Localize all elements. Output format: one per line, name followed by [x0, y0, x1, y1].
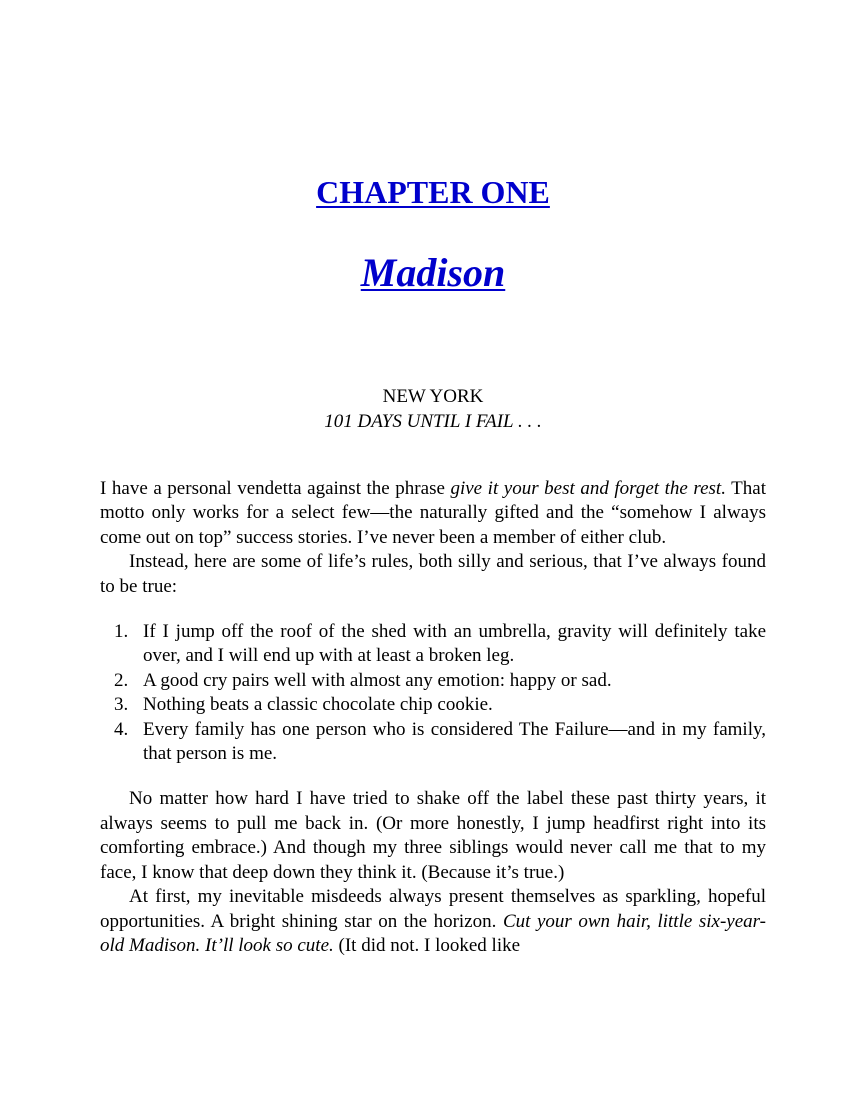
chapter-title-link[interactable]: CHAPTER ONE: [316, 174, 550, 210]
list-item-number: 4.: [114, 718, 129, 740]
list-item-text: Every family has one person who is considered The Failure—and in my family, that person is me.: [143, 718, 766, 765]
chapter-body: [100, 477, 766, 958]
list-item-number: 2.: [114, 669, 129, 691]
list-item-text: If I jump off the roof of the shed with an umbrella, gravity will definitely take over, and I will end up with at least a broken leg.: [143, 621, 766, 667]
list-item: [114, 669, 766, 693]
paragraph-1: [100, 477, 766, 550]
chapter-name-link[interactable]: Madison: [360, 250, 506, 295]
paragraph-4-start: At first, my inevitable misdeeds always present themselves as sparkling, hopeful opportunities. A bright shining star on the horizon.: [100, 886, 766, 932]
paragraph-3: No matter how hard I have tried to shake off the label these past thirty years, it always seems to pull me back in. (Or more honestly, I jump headfirst right into its comforting embrace.) And though my three siblings would never call me that to my face, I know that deep down they think it. (Because it’s true.): [100, 788, 766, 883]
list-item-number: 3.: [114, 694, 129, 716]
list-item: [114, 718, 766, 767]
countdown-heading: 101 DAYS UNTIL I FAIL . . .: [324, 411, 542, 432]
list-item-text: Nothing beats a classic chocolate chip cookie.: [143, 694, 493, 716]
paragraph-1-end: That motto only works for a select few—the naturally gifted and the “somehow I always come out on top” success stories. I’ve never been a member of either club.: [100, 478, 766, 548]
paragraph-4: [100, 885, 766, 958]
list-item-number: 1.: [114, 621, 129, 643]
list-item-text: A good cry pairs well with almost any emotion: happy or sad.: [143, 669, 612, 691]
paragraph-4-italic: Cut your own hair, little six-year-old Madison. It’ll look so cute.: [100, 910, 766, 956]
paragraph-2: Instead, here are some of life’s rules, both silly and serious, that I’ve always found to be true:: [100, 551, 766, 597]
rules-list: [100, 620, 766, 766]
location-heading: NEW YORK: [382, 386, 484, 407]
chapter-name: [100, 248, 766, 298]
list-item: [114, 693, 766, 717]
paragraph-1-italic: give it your best and forget the rest.: [450, 478, 726, 499]
paragraph-1-start: I have a personal vendetta against the phrase: [100, 478, 451, 499]
list-item: [114, 620, 766, 669]
paragraph-4-end: (It did not. I looked like: [333, 934, 521, 956]
chapter-title: [100, 172, 766, 212]
